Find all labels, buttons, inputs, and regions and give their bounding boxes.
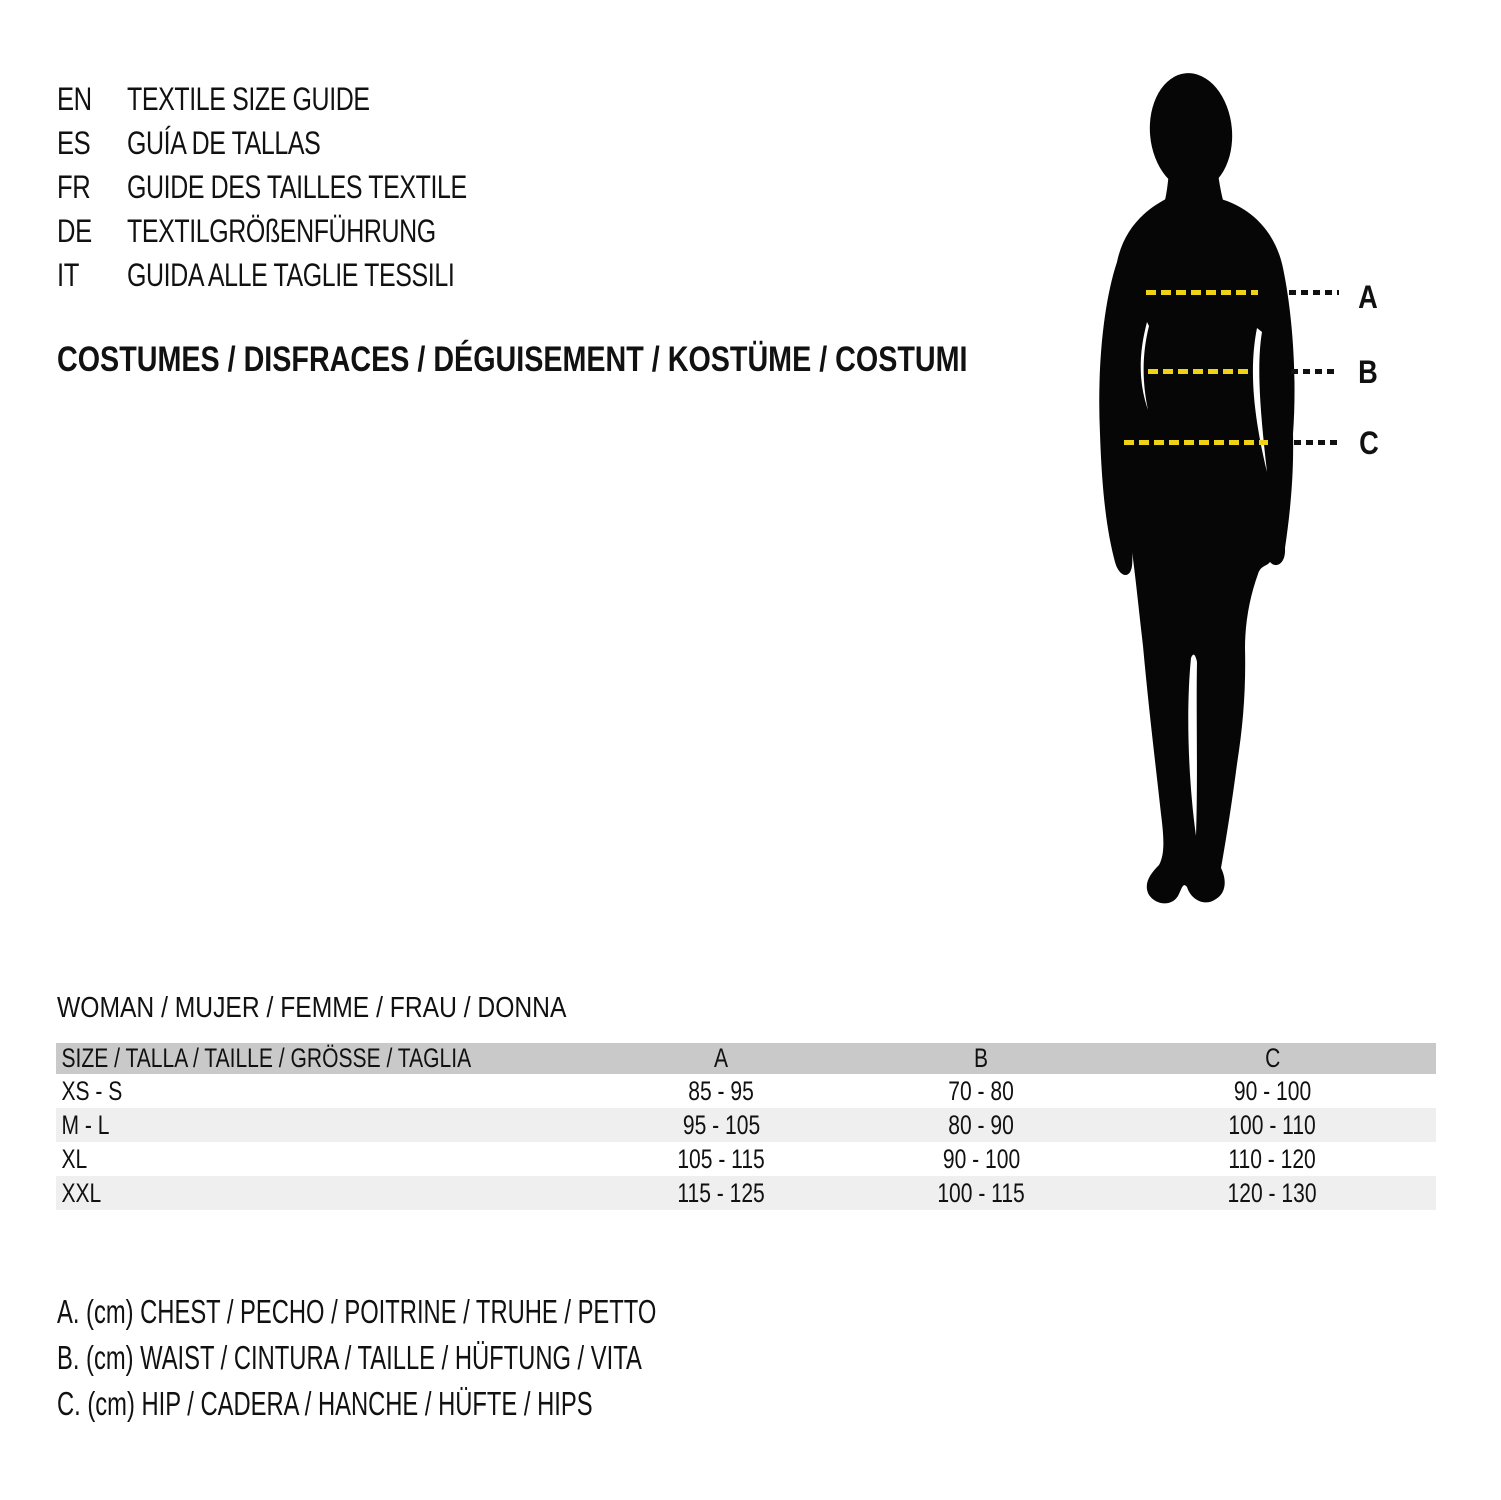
- size-cell: XL: [61, 1143, 88, 1174]
- measurement-figure: [1080, 62, 1310, 942]
- language-label: GUÍA DE TALLAS: [127, 124, 321, 161]
- legend-line-c: C. (cm) HIP / CADERA / HANCHE / HÜFTE / HIPS: [57, 1385, 593, 1422]
- language-list: [57, 77, 563, 297]
- measure-line-c-yellow: [1124, 440, 1268, 445]
- section-title-woman: WOMAN / MUJER / FEMME / FRAU / DONNA: [57, 992, 567, 1024]
- col-header-a: A: [589, 1043, 854, 1074]
- measure-line-b-leader: [1291, 369, 1338, 374]
- legend-line-a: A. (cm) CHEST / PECHO / POITRINE / TRUHE / PETTO: [57, 1293, 657, 1330]
- woman-silhouette-icon: [1080, 62, 1310, 942]
- language-row-en: [57, 77, 563, 121]
- value-cell-a: 85 - 95: [688, 1075, 755, 1106]
- measurement-legend: [57, 1289, 889, 1427]
- language-code: FR: [57, 168, 91, 205]
- col-header-size: SIZE / TALLA / TAILLE / GRÖSSE / TAGLIA: [56, 1043, 589, 1074]
- measure-line-c-leader: [1294, 440, 1339, 445]
- language-row-es: [57, 121, 563, 165]
- language-row-it: [57, 253, 563, 297]
- measure-line-b-yellow: [1148, 369, 1251, 374]
- value-cell-a: 115 - 125: [589, 1176, 854, 1210]
- measure-label-b: B: [1358, 354, 1378, 390]
- measure-label-a: A: [1358, 279, 1378, 315]
- col-header-c: C: [1109, 1043, 1436, 1074]
- table-row-xs-s: [56, 1074, 1436, 1108]
- table-row-xl: [56, 1142, 1436, 1176]
- size-cell: XS - S: [61, 1075, 123, 1106]
- table-row-m-l: [56, 1108, 1436, 1142]
- value-cell-a: 105 - 115: [677, 1143, 766, 1174]
- value-cell-b: 80 - 90: [854, 1108, 1109, 1142]
- value-cell-b: 70 - 80: [948, 1075, 1015, 1106]
- col-header-b: B: [854, 1043, 1109, 1074]
- language-label: TEXTILGRÖßENFÜHRUNG: [127, 212, 436, 249]
- language-code: ES: [57, 124, 91, 161]
- value-cell-b: 100 - 115: [854, 1176, 1109, 1210]
- measure-line-a-leader: [1289, 290, 1339, 295]
- language-code: DE: [57, 212, 92, 249]
- legend-line-b: B. (cm) WAIST / CINTURA / TAILLE / HÜFTUNG / VITA: [57, 1339, 642, 1376]
- language-label: GUIDA ALLE TAGLIE TESSILI: [127, 256, 455, 293]
- language-label: GUIDE DES TAILLES TEXTILE: [127, 168, 467, 205]
- table-header-row: [56, 1043, 1436, 1074]
- table-row-xxl: [56, 1176, 1436, 1210]
- size-table: [56, 1043, 1436, 1210]
- value-cell-b: 90 - 100: [942, 1143, 1021, 1174]
- category-title: COSTUMES / DISFRACES / DÉGUISEMENT / KOSTÜME / COSTUMI: [57, 340, 968, 379]
- language-code: IT: [57, 256, 79, 293]
- language-code: EN: [57, 80, 92, 117]
- value-cell-c: 100 - 110: [1109, 1108, 1436, 1142]
- measure-label-c: C: [1359, 425, 1379, 461]
- language-row-fr: [57, 165, 563, 209]
- size-cell: M - L: [56, 1108, 589, 1142]
- value-cell-c: 110 - 120: [1228, 1143, 1317, 1174]
- value-cell-c: 120 - 130: [1109, 1176, 1436, 1210]
- value-cell-c: 90 - 100: [1233, 1075, 1312, 1106]
- language-label: TEXTILE SIZE GUIDE: [127, 80, 370, 117]
- value-cell-a: 95 - 105: [589, 1108, 854, 1142]
- measure-line-a-yellow: [1146, 290, 1258, 295]
- language-row-de: [57, 209, 563, 253]
- size-cell: XXL: [56, 1176, 589, 1210]
